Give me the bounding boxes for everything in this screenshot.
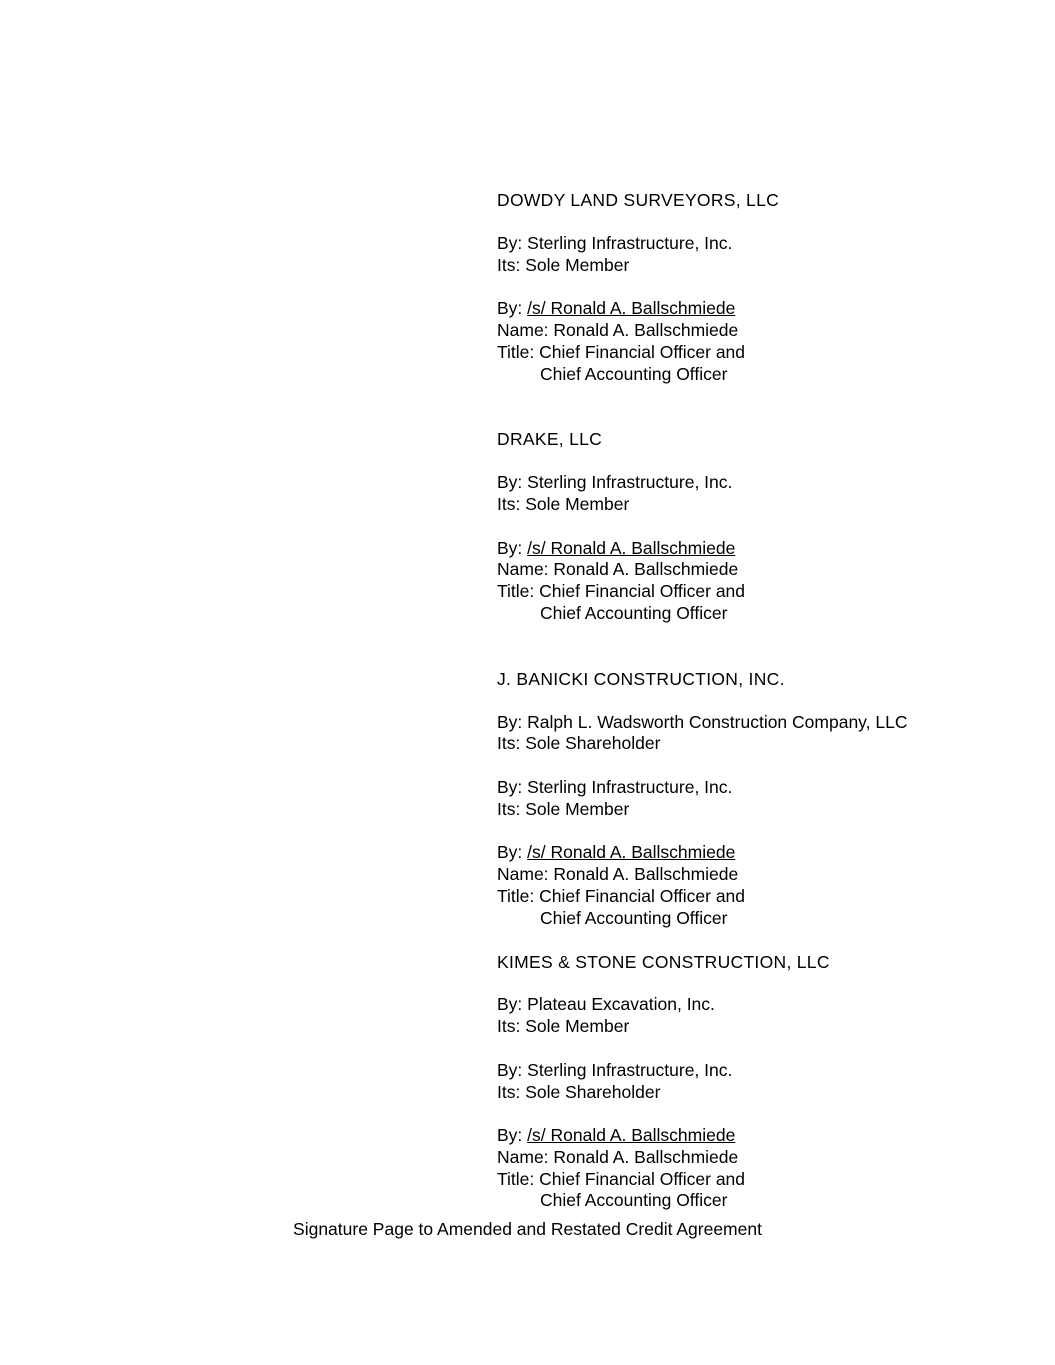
signature: /s/ Ronald A. Ballschmiede [527, 537, 736, 558]
signer-title: Title: Chief Financial Officer and [497, 341, 746, 362]
signer-title: Title: Chief Financial Officer and [497, 885, 746, 906]
signer-title: Title: Chief Financial Officer and [497, 1168, 746, 1189]
signature: /s/ Ronald A. Ballschmiede [527, 298, 736, 319]
by-line: By: Sterling Infrastructure, Inc. [497, 776, 733, 797]
signature-block-drake [497, 428, 1037, 624]
signature: /s/ Ronald A. Ballschmiede [527, 842, 736, 863]
its-line: Its: Sole Shareholder [497, 1081, 661, 1102]
signature-column [497, 189, 1037, 1212]
by-line: By: Ralph L. Wadsworth Construction Company, LLC [497, 711, 908, 732]
signature-by-line [497, 538, 1037, 560]
signer-title-continued: Chief Accounting Officer [540, 1190, 728, 1211]
signer-name: Name: Ronald A. Ballschmiede [497, 864, 739, 885]
its-line: Its: Sole Shareholder [497, 733, 661, 754]
its-line: Its: Sole Member [497, 254, 630, 275]
its-line: Its: Sole Member [497, 798, 630, 819]
by-prefix: By: [497, 842, 528, 863]
signer-name: Name: Ronald A. Ballschmiede [497, 1146, 739, 1167]
by-prefix: By: [497, 1125, 528, 1146]
by-line: By: Sterling Infrastructure, Inc. [497, 472, 733, 493]
signature-by-line [497, 1125, 1037, 1147]
entity-name: DOWDY LAND SURVEYORS, LLC [497, 190, 780, 210]
by-line: By: Sterling Infrastructure, Inc. [497, 232, 733, 253]
entity-name: KIMES & STONE CONSTRUCTION, LLC [497, 951, 830, 972]
by-line: By: Sterling Infrastructure, Inc. [497, 1059, 733, 1080]
page-footer [0, 1218, 1055, 1240]
entity-name: J. BANICKI CONSTRUCTION, INC. [497, 668, 785, 689]
signature-block-banicki [497, 668, 1037, 930]
signer-title: Title: Chief Financial Officer and [497, 581, 746, 602]
signer-name: Name: Ronald A. Ballschmiede [497, 319, 739, 340]
its-line: Its: Sole Member [497, 1016, 630, 1037]
signature-block-kimes-stone [497, 951, 1037, 1213]
signature: /s/ Ronald A. Ballschmiede [527, 1125, 736, 1146]
by-line: By: Plateau Excavation, Inc. [497, 994, 715, 1015]
signature-by-line [497, 298, 1037, 320]
entity-name: DRAKE, LLC [497, 429, 603, 450]
signer-title-continued: Chief Accounting Officer [540, 602, 728, 623]
signer-title-continued: Chief Accounting Officer [540, 363, 728, 384]
footer-text: Signature Page to Amended and Restated Credit Agreement [293, 1219, 762, 1239]
signature-by-line [497, 842, 1037, 864]
by-prefix: By: [497, 298, 528, 319]
signer-name: Name: Ronald A. Ballschmiede [497, 559, 739, 580]
by-prefix: By: [497, 537, 528, 558]
signer-title-continued: Chief Accounting Officer [540, 907, 728, 928]
signature-block-dowdy [497, 189, 1037, 385]
its-line: Its: Sole Member [497, 493, 630, 514]
